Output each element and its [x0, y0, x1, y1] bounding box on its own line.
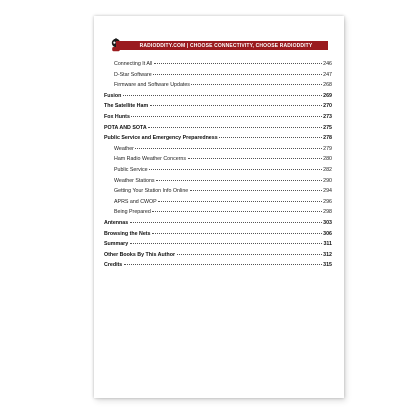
toc-entry-title: APRS and CWOP: [114, 198, 157, 205]
toc-entry: [104, 178, 332, 189]
dot-leader: [219, 137, 322, 138]
toc-entry: [104, 167, 332, 178]
toc-entry: [104, 209, 332, 220]
dot-leader: [131, 116, 321, 117]
toc-entry: [104, 103, 332, 114]
dot-leader: [177, 254, 322, 255]
toc-entry-title: Fusion: [104, 92, 122, 99]
toc-entry-page-number: 278: [323, 135, 332, 142]
toc-entry-page-number: 290: [323, 177, 332, 184]
toc-entry-title: Browsing the Nets: [104, 230, 151, 237]
dot-leader: [190, 190, 322, 191]
toc-entry-title: Being Prepared: [114, 209, 151, 216]
toc-entry-page-number: 294: [323, 188, 332, 195]
dot-leader: [123, 95, 322, 96]
toc-entry: [104, 241, 332, 252]
table-of-contents: [104, 61, 332, 273]
toc-entry: [104, 188, 332, 199]
header-banner: [116, 41, 328, 50]
dot-leader: [148, 127, 321, 128]
toc-entry-page-number: 315: [323, 262, 332, 269]
toc-entry-page-number: 311: [323, 241, 332, 248]
toc-entry-title: D-Star Software: [114, 71, 152, 78]
dot-leader: [130, 222, 322, 223]
toc-entry: [104, 231, 332, 242]
toc-entry-title: Weather: [114, 145, 134, 152]
toc-entry-page-number: 298: [323, 209, 332, 216]
toc-entry: [104, 135, 332, 146]
dot-leader: [156, 180, 322, 181]
toc-entry: [104, 82, 332, 93]
toc-entry-page-number: 270: [323, 103, 332, 110]
toc-entry-page-number: 275: [323, 124, 332, 131]
dot-leader: [152, 211, 321, 212]
toc-entry-page-number: 273: [323, 113, 332, 120]
toc-entry-title: Public Service and Emergency Preparedness: [104, 135, 218, 142]
toc-entry: [104, 125, 332, 136]
toc-entry: [104, 114, 332, 125]
toc-entry: [104, 252, 332, 263]
toc-entry-title: Ham Radio Weather Concerns: [114, 156, 187, 163]
dot-leader: [124, 264, 322, 265]
dot-leader: [188, 158, 322, 159]
dot-leader: [158, 201, 321, 202]
dot-leader: [152, 233, 322, 234]
toc-entry: [104, 156, 332, 167]
toc-entry-page-number: 306: [323, 230, 332, 237]
toc-entry: [104, 220, 332, 231]
toc-entry-title: POTA AND SOTA: [104, 124, 147, 131]
toc-entry-title: Weather Stations: [114, 177, 155, 184]
toc-entry-page-number: 303: [323, 219, 332, 226]
toc-entry-title: Other Books By This Author: [104, 251, 176, 258]
toc-entry-page-number: 296: [323, 198, 332, 205]
toc-entry: [104, 262, 332, 273]
toc-entry-title: Getting Your Station Info Online: [114, 188, 189, 195]
toc-entry-title: Credits: [104, 262, 123, 269]
dot-leader: [149, 169, 322, 170]
book-page: [94, 16, 344, 398]
toc-entry-title: Firmware and Software Updates: [114, 82, 190, 89]
toc-entry: [104, 72, 332, 83]
dot-leader: [135, 148, 321, 149]
toc-entry-title: Fox Hunts: [104, 113, 130, 120]
toc-entry-title: Public Service: [114, 166, 148, 173]
toc-entry-page-number: 247: [323, 71, 332, 78]
toc-entry-title: The Satellite Ham: [104, 103, 149, 110]
toc-entry-page-number: 282: [323, 166, 332, 173]
dot-leader: [130, 243, 322, 244]
dot-leader: [191, 84, 321, 85]
toc-entry-page-number: 268: [323, 82, 332, 89]
toc-entry-title: Antennas: [104, 219, 129, 226]
toc-entry: [104, 146, 332, 157]
toc-entry-page-number: 269: [323, 92, 332, 99]
dot-leader: [150, 105, 322, 106]
toc-entry-title: Summary: [104, 241, 129, 248]
dot-leader: [153, 74, 321, 75]
toc-entry-page-number: 280: [323, 156, 332, 163]
toc-entry-page-number: 279: [323, 145, 332, 152]
toc-entry: [104, 61, 332, 72]
toc-entry: [104, 199, 332, 210]
toc-entry: [104, 93, 332, 104]
header-banner-text: RADIODDITY.COM | CHOOSE CONNECTIVITY, CHOOSE RADIODDITY: [139, 42, 313, 49]
toc-entry-title: Connecting It All: [114, 61, 153, 67]
toc-entry-page-number: 246: [323, 61, 332, 67]
dot-leader: [154, 63, 322, 64]
toc-entry-page-number: 312: [323, 251, 332, 258]
